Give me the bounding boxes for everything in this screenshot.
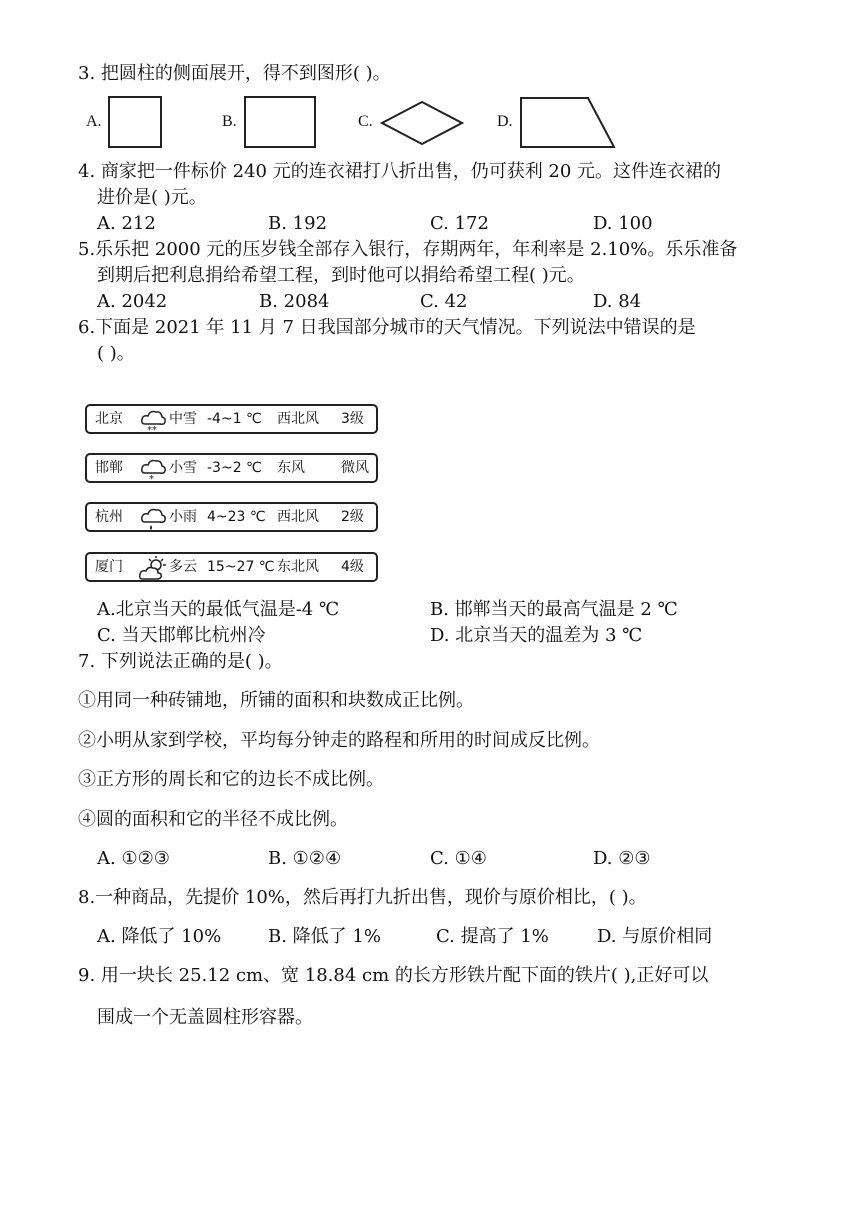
weather-level: 2级 [341, 509, 364, 525]
q3-option-a-label: A. [86, 113, 102, 130]
q4-option-d: D. 100 [593, 213, 653, 234]
weather-wind: 西北风 [277, 509, 319, 525]
weather-condition: 多云 [169, 559, 197, 575]
weather-condition: 小雨 [169, 509, 197, 525]
q4-stem-line2: 进价是( )元。 [97, 187, 207, 208]
q3-option-b-label: B. [222, 113, 237, 130]
q6-option-b: B. 邯郸当天的最高气温是 2 ℃ [430, 599, 678, 620]
q4-option-c: C. 172 [430, 213, 489, 234]
svg-text:*: * [149, 474, 154, 483]
q7-option-b: B. ①②④ [268, 848, 342, 869]
q6-option-d: D. 北京当天的温差为 3 ℃ [430, 625, 643, 646]
q7-statement-2: ②小明从家到学校，平均每分钟走的路程和所用的时间成反比例。 [78, 730, 600, 751]
q3-option-d-trapezoid [518, 95, 618, 151]
q8-option-c: C. 提高了 1% [436, 926, 549, 947]
snow-light-icon [139, 457, 167, 483]
weather-row-xiamen [85, 552, 378, 582]
q7-statement-1: ①用同一种砖铺地，所铺的面积和块数成正比例。 [78, 690, 474, 711]
q7-option-c: C. ①④ [430, 848, 487, 869]
q6-stem-line1: 6.下面是 2021 年 11 月 7 日我国部分城市的天气情况。下列说法中错误的是 [78, 317, 696, 338]
q7-option-d: D. ②③ [593, 848, 651, 869]
q7-statement-3: ③正方形的周长和它的边长不成比例。 [78, 769, 384, 790]
q8-option-b: B. 降低了 1% [268, 926, 381, 947]
weather-condition: 小雪 [169, 460, 197, 476]
q3-option-c-label: C. [358, 113, 373, 130]
q9-stem-line2: 围成一个无盖圆柱形容器。 [97, 1007, 313, 1028]
q5-option-b: B. 2084 [259, 291, 330, 312]
weather-city: 邯郸 [95, 460, 123, 476]
q5-option-d: D. 84 [593, 291, 642, 312]
weather-level: 4级 [341, 559, 364, 575]
q8-option-d: D. 与原价相同 [597, 926, 713, 947]
weather-condition: 中雪 [169, 411, 197, 427]
q5-stem-line2: 到期后把利息捐给希望工程，到时他可以捐给希望工程( )元。 [97, 265, 585, 286]
svg-text:**: ** [147, 425, 157, 434]
weather-level: 微风 [341, 460, 369, 476]
q8-option-a: A. 降低了 10% [97, 926, 222, 947]
q7-statement-4: ④圆的面积和它的半径不成比例。 [78, 809, 348, 830]
q4-option-a: A. 212 [97, 213, 156, 234]
q5-stem-line1: 5.乐乐把 2000 元的压岁钱全部存入银行，存期两年，年利率是 2.10%。乐乐准备 [78, 239, 738, 260]
weather-city: 厦门 [95, 559, 123, 575]
weather-level: 3级 [341, 411, 364, 427]
q3-option-a-rectangle [108, 96, 162, 148]
weather-row-hangzhou [85, 502, 378, 532]
snow-heavy-icon [139, 408, 167, 434]
weather-temp: 15~27 ℃ [207, 559, 275, 575]
weather-temp: -3~2 ℃ [207, 460, 262, 476]
q6-stem-line2: ( )。 [97, 343, 135, 364]
weather-city: 杭州 [95, 509, 123, 525]
weather-temp: 4~23 ℃ [207, 509, 266, 525]
weather-wind: 东北风 [277, 559, 319, 575]
q4-stem-line1: 4. 商家把一件标价 240 元的连衣裙打八折出售，仍可获利 20 元。这件连衣裙的 [78, 161, 722, 182]
q8-stem: 8.一种商品，先提价 10%，然后再打九折出售，现价与原价相比，( )。 [78, 887, 647, 908]
q6-option-c: C. 当天邯郸比杭州冷 [97, 625, 266, 646]
q5-option-a: A. 2042 [97, 291, 168, 312]
q3-option-b-rectangle [244, 96, 316, 148]
q3-option-c-rhombus [380, 100, 464, 146]
q3-option-d-label: D. [497, 113, 513, 130]
q9-stem-line1: 9. 用一块长 25.12 cm、宽 18.84 cm 的长方形铁片配下面的铁片( ),正好可以 [78, 965, 709, 986]
q5-option-c: C. 42 [420, 291, 468, 312]
weather-wind: 西北风 [277, 411, 319, 427]
rain-light-icon [139, 506, 167, 532]
weather-temp: -4~1 ℃ [207, 411, 262, 427]
weather-row-handan [85, 453, 378, 483]
partly-cloudy-icon [139, 556, 167, 582]
q6-option-a: A.北京当天的最低气温是-4 ℃ [97, 599, 340, 620]
q7-stem: 7. 下列说法正确的是( )。 [78, 651, 283, 672]
q3-stem: 3. 把圆柱的侧面展开，得不到图形( )。 [78, 63, 391, 84]
q7-option-a: A. ①②③ [97, 848, 170, 869]
weather-row-beijing [85, 404, 378, 434]
weather-wind: 东风 [277, 460, 305, 476]
q4-option-b: B. 192 [268, 213, 328, 234]
weather-city: 北京 [95, 411, 123, 427]
